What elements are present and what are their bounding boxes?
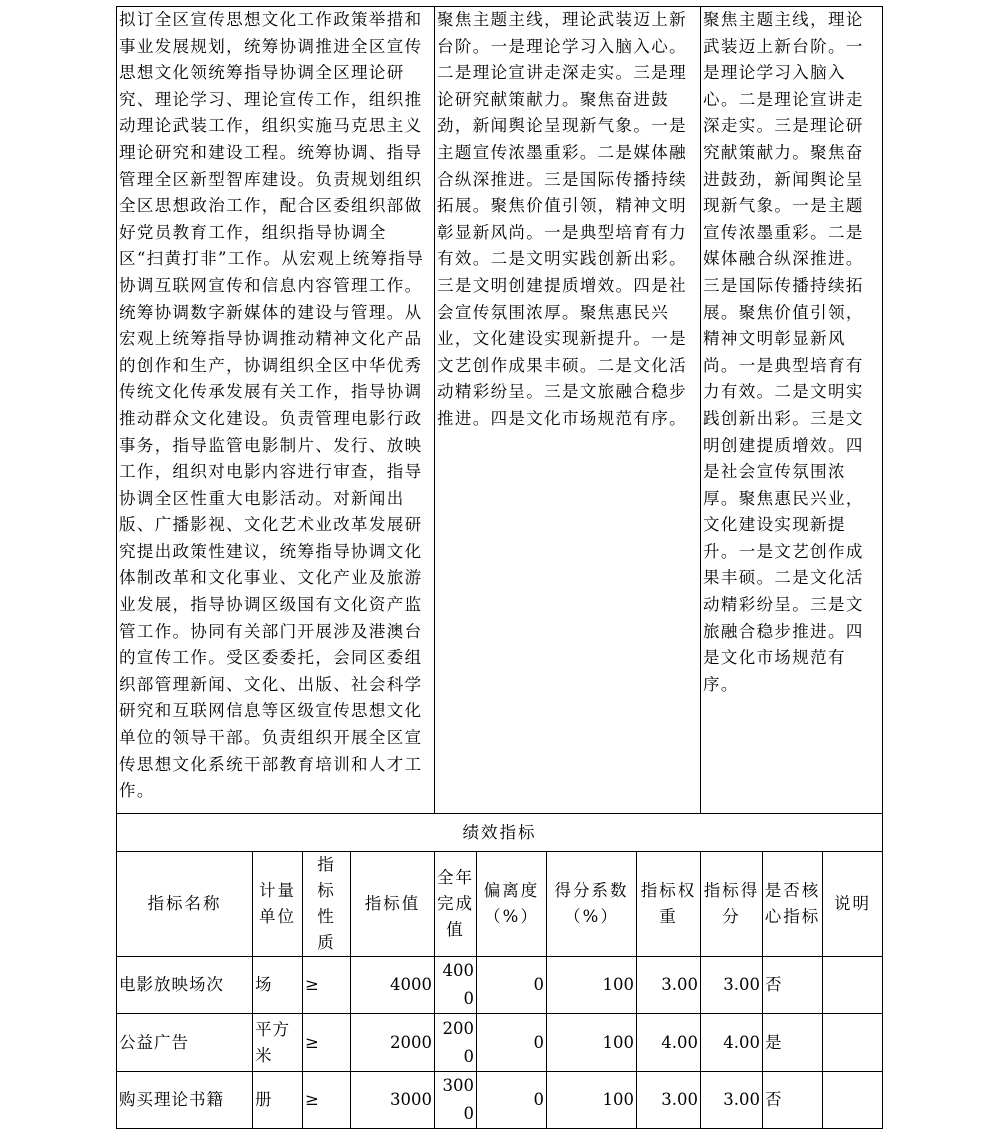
indicator-unit: 场 (253, 957, 303, 1014)
indicator-is-core: 否 (763, 1072, 823, 1129)
indicator-actual: 2000 (435, 1014, 477, 1072)
indicator-unit: 平方米 (253, 1014, 303, 1072)
header-score: 指标得分 (701, 852, 763, 957)
header-is-core: 是否核心指标 (763, 852, 823, 957)
indicator-deviation: 0 (477, 1072, 547, 1129)
indicator-is-core: 是 (763, 1014, 823, 1072)
indicator-name: 购买理论书籍 (117, 1072, 253, 1129)
indicator-nature: ≥ (303, 1072, 351, 1129)
table-row (117, 957, 883, 1014)
header-indicator-name: 指标名称 (117, 852, 253, 957)
indicator-actual: 4000 (435, 957, 477, 1014)
indicator-name: 电影放映场次 (117, 957, 253, 1014)
table-row (117, 1014, 883, 1072)
indicator-coefficient: 100 (547, 1014, 637, 1072)
indicator-actual: 3000 (435, 1072, 477, 1129)
indicator-target: 4000 (351, 957, 435, 1014)
indicator-deviation: 0 (477, 957, 547, 1014)
indicator-note (823, 1014, 883, 1072)
indicator-deviation: 0 (477, 1014, 547, 1072)
indicator-weight: 3.00 (637, 1072, 701, 1129)
table-row (117, 1072, 883, 1129)
indicator-nature: ≥ (303, 1014, 351, 1072)
header-row (117, 852, 883, 957)
performance-document (116, 6, 882, 1129)
indicator-name: 公益广告 (117, 1014, 253, 1072)
indicator-coefficient: 100 (547, 957, 637, 1014)
header-weight: 指标权重 (637, 852, 701, 957)
indicator-nature: ≥ (303, 957, 351, 1014)
indicator-unit: 册 (253, 1072, 303, 1129)
indicator-score: 3.00 (701, 1072, 763, 1129)
indicator-target: 3000 (351, 1072, 435, 1129)
performance-table (116, 6, 883, 1129)
completion-cell: 聚焦主题主线，理论武装迈上新台阶。一是理论学习入脑入心。二是理论宣讲走深走实。三是理论研究献策献力。聚焦奋进鼓劲，新闻舆论呈现新气象。一是主题宣传浓墨重彩。二是媒体融合纵深推进。三是国际传播持续拓展。聚焦价值引领，精神文明彰显新风尚。一是典型培育有力有效。二是文明实践创新出彩。三是文明创建提质增效。四是社会宣传氛围浓厚。聚焦惠民兴业，文化建设实现新提升。一是文艺创作成果丰硕。二是文化活动精彩纷呈。三是文旅融合稳步推进。四是文化市场规范有序。 (701, 7, 883, 814)
indicator-score: 4.00 (701, 1014, 763, 1072)
indicator-note (823, 957, 883, 1014)
indicator-score: 3.00 (701, 957, 763, 1014)
indicator-coefficient: 100 (547, 1072, 637, 1129)
header-actual-value: 全年完成值 (435, 852, 477, 957)
section-title: 绩效指标 (117, 814, 883, 852)
header-nature: 指标性质 (303, 852, 351, 957)
indicator-note (823, 1072, 883, 1129)
section-title-row (117, 814, 883, 852)
indicator-weight: 3.00 (637, 957, 701, 1014)
indicator-weight: 4.00 (637, 1014, 701, 1072)
header-target-value: 指标值 (351, 852, 435, 957)
header-deviation: 偏离度（%） (477, 852, 547, 957)
department-duties-cell: 拟订全区宣传思想文化工作政策举措和事业发展规划，统筹协调推进全区宣传思想文化领统筹指导协调全区理论研究、理论学习、理论宣传工作，组织推动理论武装工作，组织实施马克思主义理论研究和建设工程。统筹协调、指导管理全区新型智库建设。负责规划组织全区思想政治工作，配合区委组织部做好党员教育工作，组织指导协调全区“扫黄打非”工作。从宏观上统筹指导协调互联网宣传和信息内容管理工作。统筹协调数字新媒体的建设与管理。从宏观上统筹指导协调推动精神文化产品的创作和生产，协调组织全区中华优秀传统文化传承发展有关工作，指导协调推动群众文化建设。负责管理电影行政事务，指导监管电影制片、发行、放映工作，组织对电影内容进行审查，指导协调全区性重大电影活动。对新闻出版、广播影视、文化艺术业改革发展研究提出政策性建议，统筹指导协调文化体制改革和文化事业、文化产业及旅游业发展，指导协调区级国有文化资产监管工作。协同有关部门开展涉及港澳台的宣传工作。受区委委托，会同区委组织部管理新闻、文化、出版、社会科学研究和互联网信息等区级宣传思想文化单位的领导干部。负责组织开展全区宣传思想文化系统干部教育培训和人才工作。 (117, 7, 435, 814)
header-note: 说明 (823, 852, 883, 957)
indicator-target: 2000 (351, 1014, 435, 1072)
duties-goals-row (117, 7, 883, 814)
header-score-coefficient: 得分系数（%） (547, 852, 637, 957)
annual-goals-cell: 聚焦主题主线，理论武装迈上新台阶。一是理论学习入脑入心。二是理论宣讲走深走实。三是理论研究献策献力。聚焦奋进鼓劲，新闻舆论呈现新气象。一是主题宣传浓墨重彩。二是媒体融合纵深推进。三是国际传播持续拓展。聚焦价值引领，精神文明彰显新风尚。一是典型培育有力有效。二是文明实践创新出彩。三是文明创建提质增效。四是社会宣传氛围浓厚。聚焦惠民兴业，文化建设实现新提升。一是文艺创作成果丰硕。二是文化活动精彩纷呈。三是文旅融合稳步推进。四是文化市场规范有序。 (435, 7, 701, 814)
header-unit: 计量单位 (253, 852, 303, 957)
indicator-is-core: 否 (763, 957, 823, 1014)
